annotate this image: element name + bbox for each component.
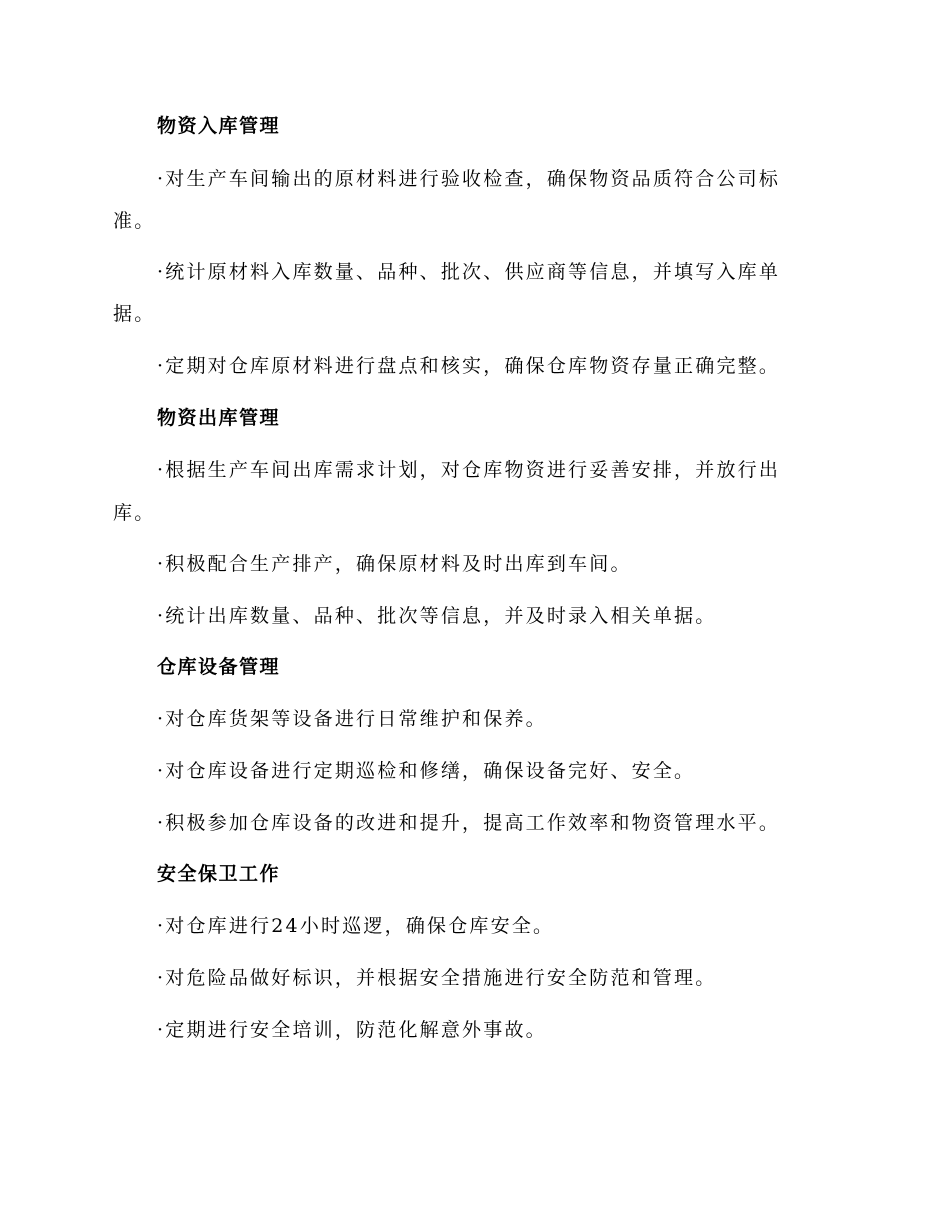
bullet-item-line: ·对仓库货架等设备进行日常维护和保养。 [157,708,547,730]
bullet-item-line: ·统计原材料入库数量、品种、批次、供应商等信息，并填写入库单 [157,261,781,283]
section-heading: 物资出库管理 [157,407,281,429]
bullet-item-line: ·对仓库设备进行定期巡检和修缮，确保设备完好、安全。 [157,760,696,782]
bullet-item-line: ·积极参加仓库设备的改进和提升，提高工作效率和物资管理水平。 [157,812,781,834]
bullet-item-line: ·统计出库数量、品种、批次等信息，并及时录入相关单据。 [157,605,717,627]
bullet-item-line: ·对仓库进行24小时巡逻，确保仓库安全。 [157,915,555,937]
bullet-item-line: ·对生产车间输出的原材料进行验收检查，确保物资品质符合公司标 [157,168,781,190]
bullet-item-continuation: 库。 [113,502,156,524]
bullet-item-continuation: 据。 [113,303,156,325]
bullet-item-continuation: 准。 [113,210,156,232]
bullet-item-line: ·定期进行安全培训，防范化解意外事故。 [157,1019,547,1041]
bullet-item-line: ·积极配合生产排产，确保原材料及时出库到车间。 [157,553,632,575]
bullet-item-line: ·根据生产车间出库需求计划，对仓库物资进行妥善安排，并放行出 [157,459,781,481]
section-heading: 安全保卫工作 [157,863,281,885]
bullet-item-line: ·对危险品做好标识，并根据安全措施进行安全防范和管理。 [157,967,717,989]
section-heading: 仓库设备管理 [157,656,281,678]
bullet-item-line: ·定期对仓库原材料进行盘点和核实，确保仓库物资存量正确完整。 [157,355,781,377]
section-heading: 物资入库管理 [157,115,281,137]
